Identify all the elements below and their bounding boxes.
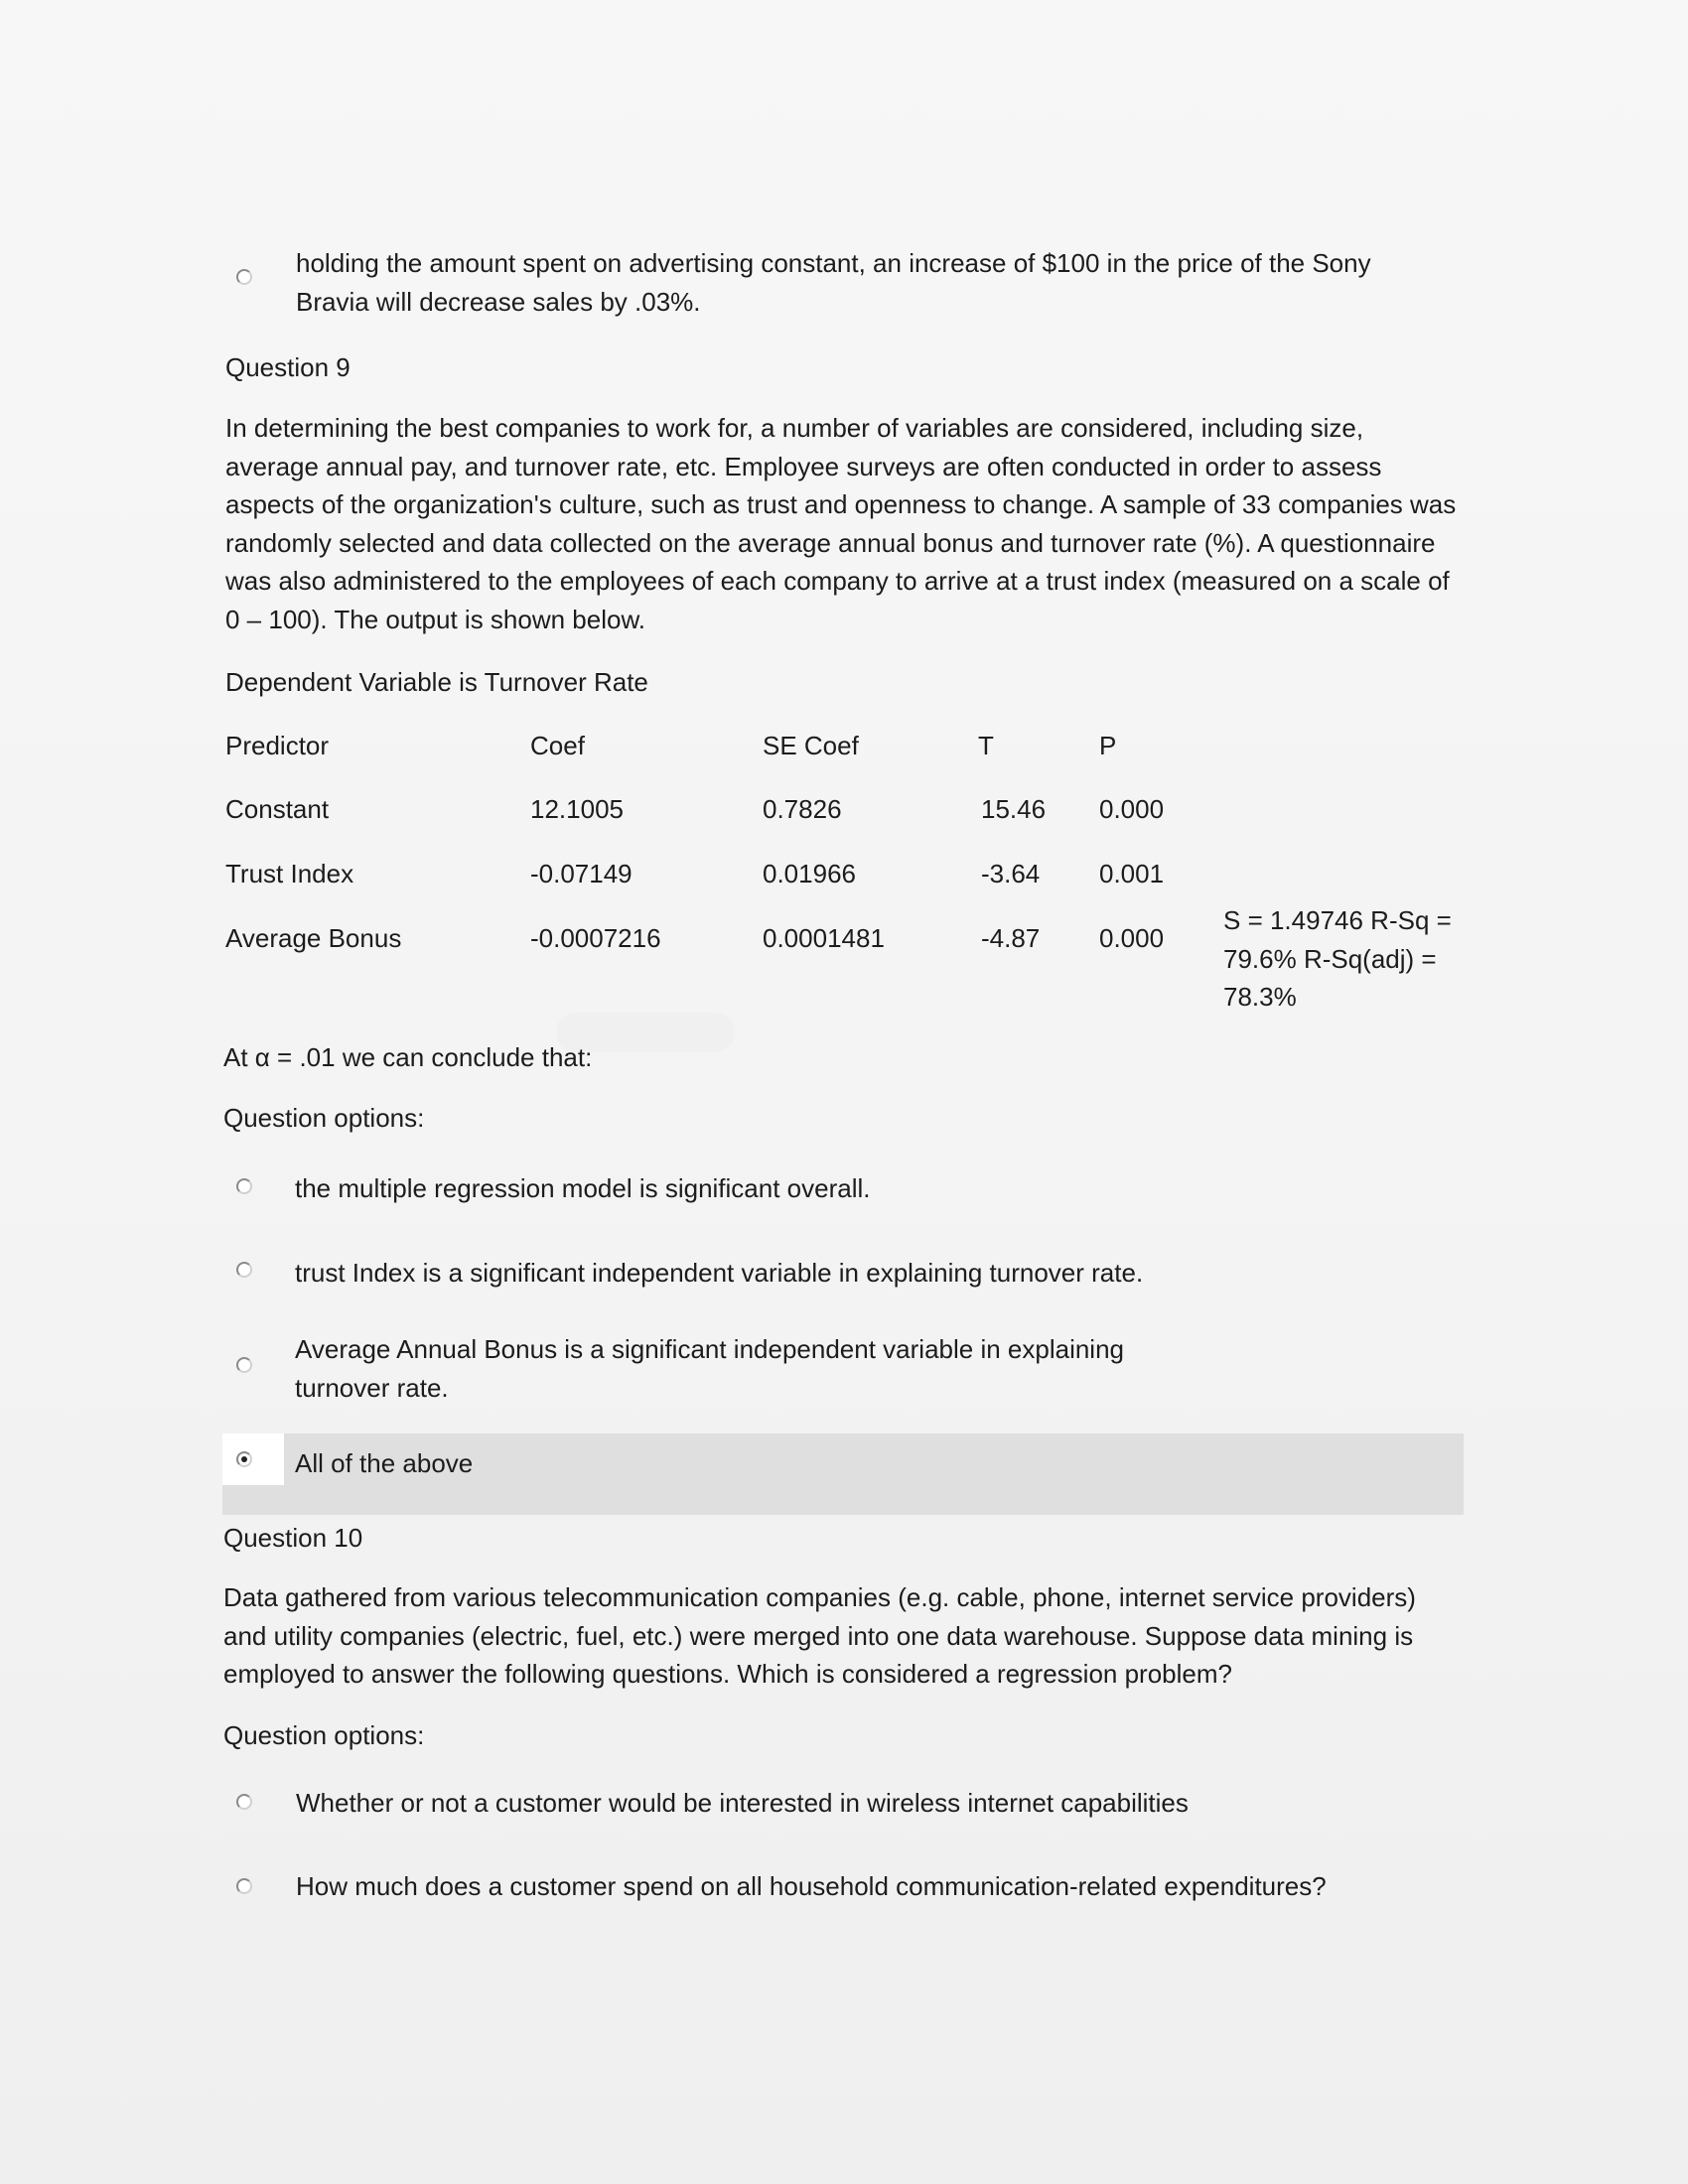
- radio-button[interactable]: [236, 1794, 252, 1810]
- question-10-body: Data gathered from various telecommunication companies (e.g. cable, phone, internet service providers) and utility companies (electric, fuel, etc.) were merged into one data warehouse. Suppose data mining is employed to answer the following questions. Which is considered a regression problem?: [223, 1582, 1416, 1690]
- header-p: P: [1099, 731, 1117, 760]
- model-summary-stats: S = 1.49746 R-Sq = 79.6% R-Sq(adj) = 78.3%: [1223, 905, 1452, 1013]
- cell-p: 0.001: [1099, 859, 1165, 888]
- cell-coef: 12.1005: [530, 794, 624, 824]
- selected-radio-background: [222, 1433, 284, 1485]
- cell-p: 0.000: [1099, 794, 1165, 824]
- question-9-heading: Question 9: [225, 352, 351, 382]
- header-coef: Coef: [530, 731, 585, 760]
- radio-button[interactable]: [236, 1262, 252, 1278]
- header-predictor: Predictor: [225, 731, 330, 760]
- cell-t: 15.46: [981, 794, 1047, 824]
- option-text: trust Index is a significant independent variable in explaining turnover rate.: [295, 1258, 1144, 1288]
- cell-predictor: Average Bonus: [225, 923, 402, 953]
- radio-button[interactable]: [236, 1178, 252, 1194]
- question-10-heading: Question 10: [223, 1523, 363, 1553]
- header-se-coef: SE Coef: [763, 731, 859, 760]
- radio-button[interactable]: [236, 1357, 252, 1373]
- cell-se-coef: 0.0001481: [763, 923, 885, 953]
- cell-predictor: Trust Index: [225, 859, 354, 888]
- radio-button-selected[interactable]: [236, 1451, 252, 1467]
- cell-coef: -0.07149: [530, 859, 633, 888]
- prev-option-text: holding the amount spent on advertising constant, an increase of $100 in the price of the Sony Bravia will decrease sales by .03%.: [296, 248, 1371, 317]
- question-9-options-label: Question options:: [223, 1103, 425, 1133]
- question-9-body: In determining the best companies to work for, a number of variables are considered, including size, average annual pay, and turnover rate, etc. Employee surveys are often conducted in order to assess aspects of the organization's culture, such as trust and openness to change. A sample of 33 companies was randomly selected and data collected on the average annual bonus and turnover rate (%). A questionnaire was also administered to the employees of each company to arrive at a trust index (measured on a scale of 0 – 100). The output is shown below.: [225, 413, 1457, 634]
- cell-p: 0.000: [1099, 923, 1165, 953]
- question-10-options-label: Question options:: [223, 1720, 425, 1750]
- dependent-variable-label: Dependent Variable is Turnover Rate: [225, 667, 648, 697]
- question-9-prompt: At α = .01 we can conclude that:: [223, 1042, 593, 1072]
- option-text: Average Annual Bonus is a significant independent variable in explaining turnover rate.: [295, 1334, 1124, 1403]
- header-t: T: [978, 731, 994, 760]
- cell-t: -3.64: [981, 859, 1041, 888]
- option-text: Whether or not a customer would be interested in wireless internet capabilities: [296, 1788, 1189, 1818]
- radio-button[interactable]: [236, 1878, 252, 1894]
- cell-se-coef: 0.7826: [763, 794, 842, 824]
- option-text: How much does a customer spend on all household communication-related expenditures?: [296, 1871, 1327, 1901]
- cell-se-coef: 0.01966: [763, 859, 856, 888]
- cell-t: -4.87: [981, 923, 1041, 953]
- radio-prev-option[interactable]: [236, 269, 252, 285]
- cell-coef: -0.0007216: [530, 923, 661, 953]
- cell-predictor: Constant: [225, 794, 330, 824]
- option-text: All of the above: [295, 1448, 474, 1478]
- option-text: the multiple regression model is significant overall.: [295, 1173, 871, 1203]
